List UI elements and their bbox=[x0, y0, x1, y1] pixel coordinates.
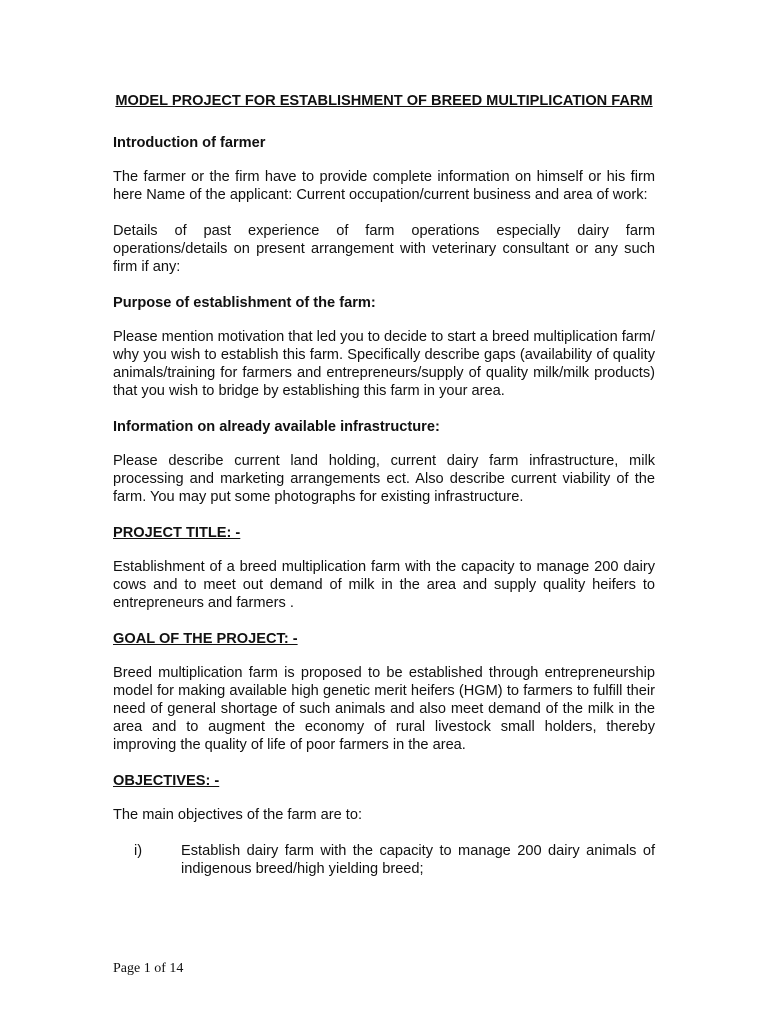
page-footer: Page 1 of 14 bbox=[113, 961, 184, 976]
paragraph-goal: Breed multiplication farm is proposed to be established through entrepreneurship model for making available high genetic merit heifers (HGM) to farmers to fulfill their need of general shortage of such animals and also meet demand of the milk in the area and to augment the economy of rural livestock small holders, thereby improving the quality of life of poor farmers in the area. bbox=[113, 665, 655, 753]
paragraph-introduction-2: Details of past experience of farm operations especially dairy farm operations/details on present arrangement with veterinary consultant or any such firm if any: bbox=[113, 223, 655, 275]
list-item-marker: i) bbox=[134, 843, 143, 859]
paragraph-project-title: Establishment of a breed multiplication farm with the capacity to manage 200 dairy cows and to meet out demand of milk in the area and supply quality heifers to entrepreneurs and farmers . bbox=[113, 559, 655, 611]
objectives-list bbox=[113, 842, 655, 878]
section-heading-project-title: PROJECT TITLE: - bbox=[113, 525, 241, 541]
list-item bbox=[113, 842, 655, 878]
section-heading-infrastructure: Information on already available infrastructure: bbox=[113, 419, 440, 435]
list-item-text: Establish dairy farm with the capacity to manage 200 dairy animals of indigenous breed/high yielding breed; bbox=[181, 843, 655, 877]
document-title: MODEL PROJECT FOR ESTABLISHMENT OF BREED MULTIPLICATION FARM bbox=[115, 93, 653, 109]
paragraph-infrastructure: Please describe current land holding, current dairy farm infrastructure, milk processing and marketing arrangements ect. Also describe current viability of the farm. You may put some photographs for existing infrastructure. bbox=[113, 453, 655, 505]
section-heading-introduction: Introduction of farmer bbox=[113, 135, 266, 151]
paragraph-purpose: Please mention motivation that led you to decide to start a breed multiplication farm/ why you wish to establish this farm. Specifically describe gaps (availability of quality animals/training for farmers and entrepreneurs/supply of quality milk/milk products) that you wish to bridge by establishing this farm in your area. bbox=[113, 329, 655, 399]
section-heading-goal: GOAL OF THE PROJECT: - bbox=[113, 631, 298, 647]
section-heading-objectives: OBJECTIVES: - bbox=[113, 773, 220, 789]
document-body bbox=[113, 92, 655, 878]
paragraph-objectives-intro: The main objectives of the farm are to: bbox=[113, 807, 363, 823]
section-heading-purpose: Purpose of establishment of the farm: bbox=[113, 295, 376, 311]
paragraph-introduction-1: The farmer or the firm have to provide complete information on himself or his firm here Name of the applicant: Current occupation/current business and area of work: bbox=[113, 169, 655, 203]
